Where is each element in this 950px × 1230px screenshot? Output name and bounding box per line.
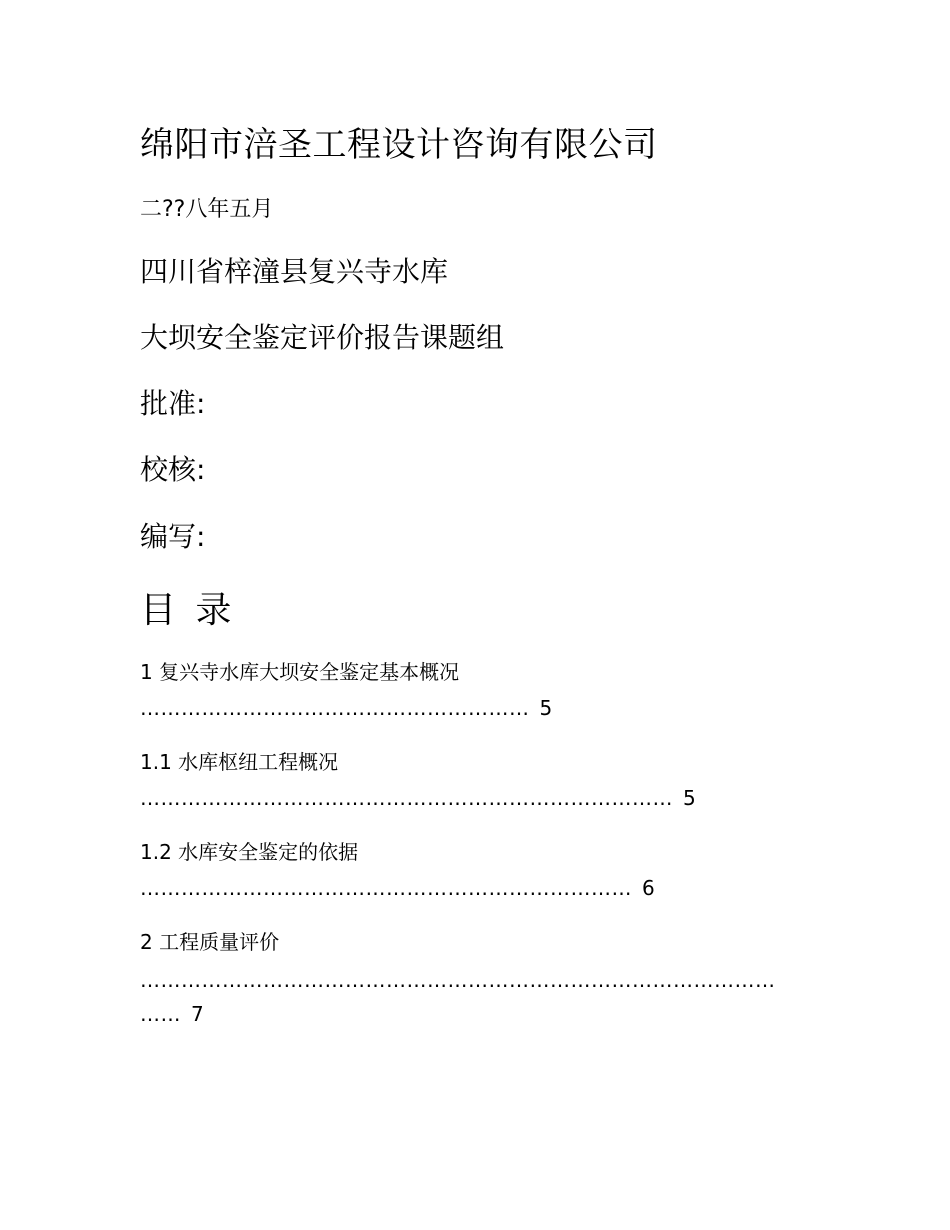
- toc-dots: ………………………………………………………………: [140, 876, 632, 900]
- toc-entry-title[interactable]: 1 复兴寺水库大坝安全鉴定基本概况: [140, 660, 460, 684]
- toc-entry-leader: [140, 878, 655, 898]
- write-label: 编写:: [140, 520, 206, 553]
- toc-page-number[interactable]: 6: [642, 876, 655, 900]
- project-title-line1: 四川省梓潼县复兴寺水库: [140, 255, 449, 288]
- toc-entry-title[interactable]: 1.2 水库安全鉴定的依据: [140, 840, 359, 864]
- toc-entry-title[interactable]: 1.1 水库枢纽工程概况: [140, 750, 339, 774]
- approve-label: 批准:: [140, 387, 206, 420]
- company-name: 绵阳市涪圣工程设计咨询有限公司: [140, 125, 658, 165]
- toc-dots: ……: [140, 1002, 181, 1026]
- toc-dots: ……………………………………………………………………: [140, 786, 673, 810]
- toc-entry-title[interactable]: 2 工程质量评价: [140, 930, 280, 954]
- toc-page-number[interactable]: 5: [683, 786, 696, 810]
- report-date: 二??八年五月: [140, 197, 274, 222]
- toc-title: 目 录: [140, 590, 236, 631]
- toc-dots: …………………………………………………………………………………: [140, 968, 776, 992]
- toc-entry-leader: [140, 970, 776, 990]
- review-label: 校核:: [140, 453, 206, 486]
- toc-page-number[interactable]: 7: [191, 1002, 204, 1026]
- toc-entry-leader-continued: [140, 1004, 204, 1024]
- project-title-line2: 大坝安全鉴定评价报告课题组: [140, 321, 505, 354]
- toc-entry-leader: [140, 788, 696, 808]
- toc-dots: …………………………………………………: [140, 696, 530, 720]
- toc-page-number[interactable]: 5: [539, 696, 553, 720]
- toc-entry-leader: [140, 698, 552, 718]
